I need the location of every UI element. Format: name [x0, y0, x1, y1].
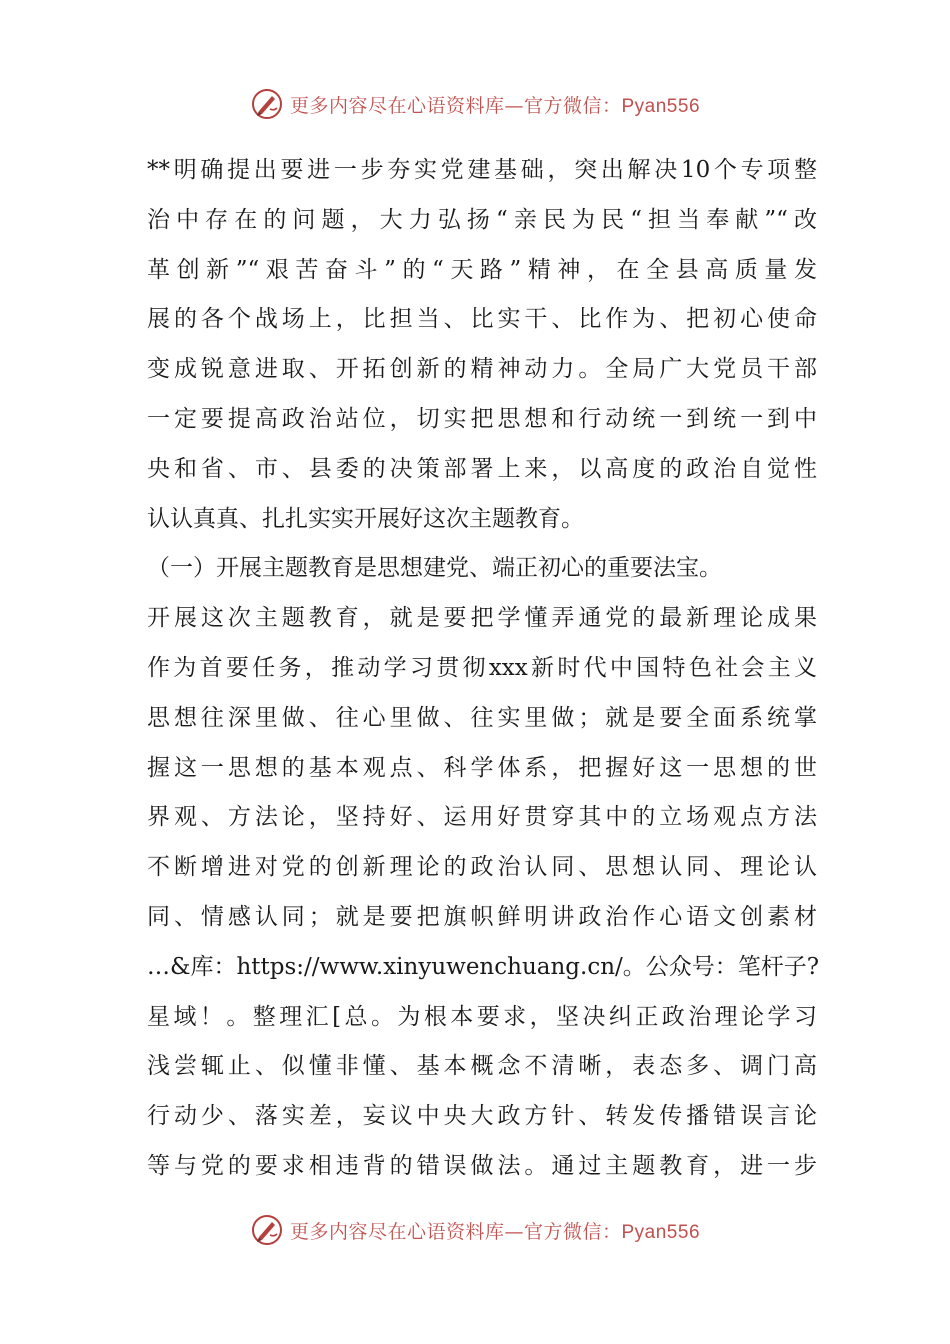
body-line: 认认真真、扎扎实实开展好这次主题教育。 [147, 505, 584, 532]
document-body [147, 146, 820, 1192]
body-line: 思想往深里做、往心里做、往实里做；就是要全面系统掌 [147, 704, 817, 731]
body-line: 行动少、落实差，妄议中央大政方针、转发传播错误言论 [147, 1103, 817, 1130]
body-line: 央和省、市、县委的决策部署上来，以高度的政治自觉性 [147, 455, 817, 482]
header-banner-text: 更多内容尽在心语资料库—官方微信：Pyan556 [289, 94, 701, 117]
body-line: 浅尝辄止、似懂非懂、基本概念不清晰，表态多、调门高 [147, 1053, 817, 1080]
body-line: 开展这次主题教育，就是要把学懂弄通党的最新理论成果 [147, 605, 817, 632]
header-wechat-id: Pyan556 [621, 95, 701, 117]
header-banner [0, 82, 950, 126]
footer-wechat-id: Pyan556 [621, 1221, 701, 1243]
body-line: 一定要提高政治站位，切实把思想和行动统一到统一到中 [147, 405, 817, 432]
body-line: 星域！。整理汇[总。为根本要求，坚决纠正政治理论学习 [147, 1003, 817, 1030]
body-line: 同、情感认同；就是要把旗帜鲜明讲政治作心语文创素材 [147, 903, 817, 930]
body-line: 界观、方法论，坚持好、运用好贯穿其中的立场观点方法 [147, 804, 817, 831]
body-line: 变成锐意进取、开拓创新的精神动力。全局广大党员干部 [147, 356, 817, 383]
body-line: 治中存在的问题，大力弘扬“亲民为民“担当奉献”“改 [147, 206, 817, 233]
pen-logo-icon [250, 87, 284, 121]
footer-banner [0, 1208, 950, 1252]
body-line: …&库：https://www.xinyuwenchuang.cn/。公众号：笔杆子? [147, 953, 820, 980]
body-line: 等与党的要求相违背的错误做法。通过主题教育，进一步 [147, 1152, 817, 1179]
body-line: 革创新”“艰苦奋斗”的“天路”精神，在全县高质量发 [147, 256, 817, 283]
body-line: **明确提出要进一步夯实党建基础，突出解决10个专项整 [147, 157, 817, 183]
body-line: 不断增进对党的创新理论的政治认同、思想认同、理论认 [147, 854, 817, 881]
body-line: 展的各个战场上，比担当、比实干、比作为、把初心使命 [147, 306, 817, 333]
pen-logo-icon [250, 1213, 284, 1247]
body-line: 握这一思想的基本观点、科学体系，把握好这一思想的世 [147, 754, 817, 781]
body-line: 作为首要任务，推动学习贯彻xxx新时代中国特色社会主义 [147, 654, 817, 681]
section-heading: （一）开展主题教育是思想建党、端正初心的重要法宝。 [147, 555, 722, 582]
footer-banner-text: 更多内容尽在心语资料库—官方微信：Pyan556 [289, 1220, 701, 1243]
